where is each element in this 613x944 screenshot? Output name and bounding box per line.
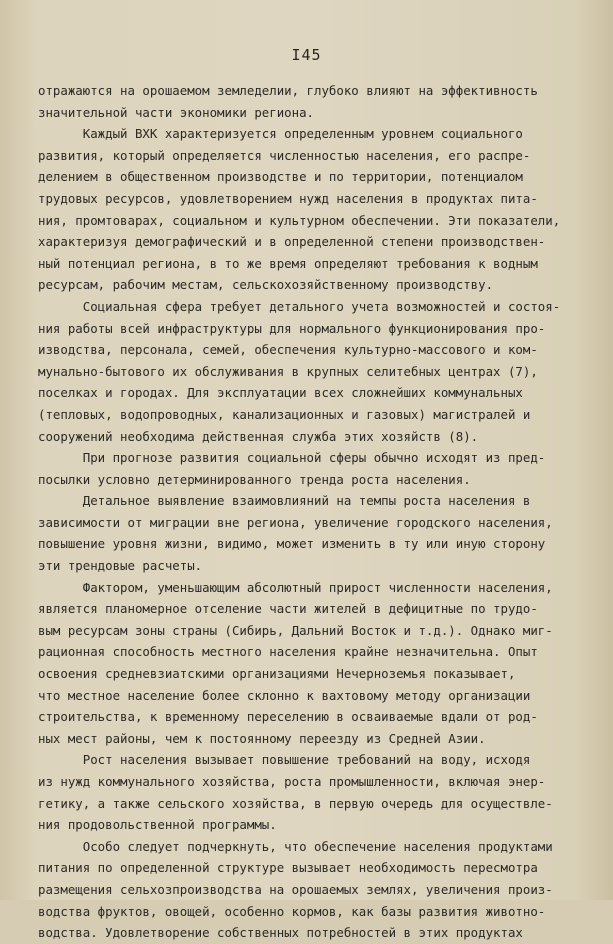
text-line: питания по определенной структуре вызывает необходимость пересмотра: [38, 860, 538, 876]
text-line: посылки условно детерминированного тренда роста населения.: [38, 471, 471, 487]
text-line: рационная способность местного населения крайне незначительна. Опыт: [38, 644, 538, 660]
body-text: [38, 80, 578, 944]
text-line: вым ресурсам зоны страны (Сибирь, Дальний Восток и т.д.). Однако миг-: [38, 622, 553, 638]
text-line: ных мест районы, чем к постоянному переезду из Средней Азии.: [38, 730, 486, 746]
text-line: освоения средневзиатскими организациями Нечерноземья показывает,: [38, 666, 516, 682]
text-line: поселках и городах. Для эксплуатации всех сложнейших коммунальных: [38, 385, 523, 401]
text-line: Детальное выявление взаимовлияний на темпы роста населения в: [38, 493, 531, 509]
text-line: сооружений необходима действенная служба этих хозяйств (8).: [38, 428, 479, 444]
text-line: делением в общественном производстве и по территории, потенциалом: [38, 169, 523, 185]
text-line: характеризуя демографический и в определенной степени производствен-: [38, 234, 546, 250]
text-line: ный потенциал региона, в то же время определяют требования к водным: [38, 255, 538, 271]
text-line: При прогнозе развития социальной сферы обычно исходят из пред-: [38, 450, 546, 466]
text-line: размещения сельхозпроизводства на орошаемых землях, увеличения произ-: [38, 881, 553, 897]
page-number: I45: [291, 46, 322, 64]
text-line: развития, который определяется численностью населения, его распре-: [38, 147, 531, 163]
text-line: изводства, персонала, семей, обеспечения культурно-массового и ком-: [38, 342, 538, 358]
text-line: водства. Удовлетворение собственных потребностей в этих продуктах: [38, 925, 523, 941]
text-line: ния, промтоварах, социальном и культурном обеспечении. Эти показатели,: [38, 212, 561, 228]
text-line: ния работы всей инфраструктуры для нормального функционирования про-: [38, 320, 546, 336]
text-line: отражаются на орошаемом земледелии, глубоко влияют на эффективность: [38, 83, 538, 98]
text-line: мунально-бытового их обслуживания в крупных селитебных центрах (7),: [38, 363, 538, 379]
text-line: что местное население более склонно к вахтовому методу организации: [38, 687, 531, 703]
text-line: ресурсам, рабочим местам, сельскохозяйственному производству.: [38, 277, 494, 293]
text-line: строительства, к временному переселению в осваиваемые вдали от род-: [38, 709, 538, 725]
text-line: Рост населения вызывает повышение требований на воду, исходя: [38, 752, 531, 768]
text-line: Социальная сфера требует детального учета возможностей и состоя-: [38, 298, 561, 314]
text-line: из нужд коммунального хозяйства, роста промышленности, включая энер-: [38, 774, 546, 789]
text-line: эти трендовые расчеты.: [38, 558, 203, 574]
text-line: значительной части экономики региона.: [38, 104, 315, 120]
text-line: Каждый ВХК характеризуется определенным уровнем социального: [38, 126, 523, 142]
text-line: трудовых ресурсов, удовлетворением нужд населения в продуктах пита-: [38, 190, 538, 206]
text-line: гетику, а также сельского хозяйства, в первую очередь для осуществле-: [38, 795, 553, 811]
text-line: ния продовольственной программы.: [38, 817, 277, 833]
text-line: Особо следует подчеркнуть, что обеспечение населения продуктами: [38, 838, 553, 854]
text-line: является планомерное отселение части жителей в дефицитные по трудо-: [38, 601, 538, 617]
text-line: водства фруктов, овощей, особенно кормов, как базы развития животно-: [38, 903, 546, 919]
text-line: Фактором, уменьшающим абсолютный прирост численности населения,: [38, 579, 553, 595]
text-line: (тепловых, водопроводных, канализационных и газовых) магистралей и: [38, 406, 531, 422]
text-line: повышение уровня жизни, видимо, может изменить в ту или иную сторону: [38, 536, 546, 552]
text-line: зависимости от миграции вне региона, увеличение городского населения,: [38, 514, 553, 530]
